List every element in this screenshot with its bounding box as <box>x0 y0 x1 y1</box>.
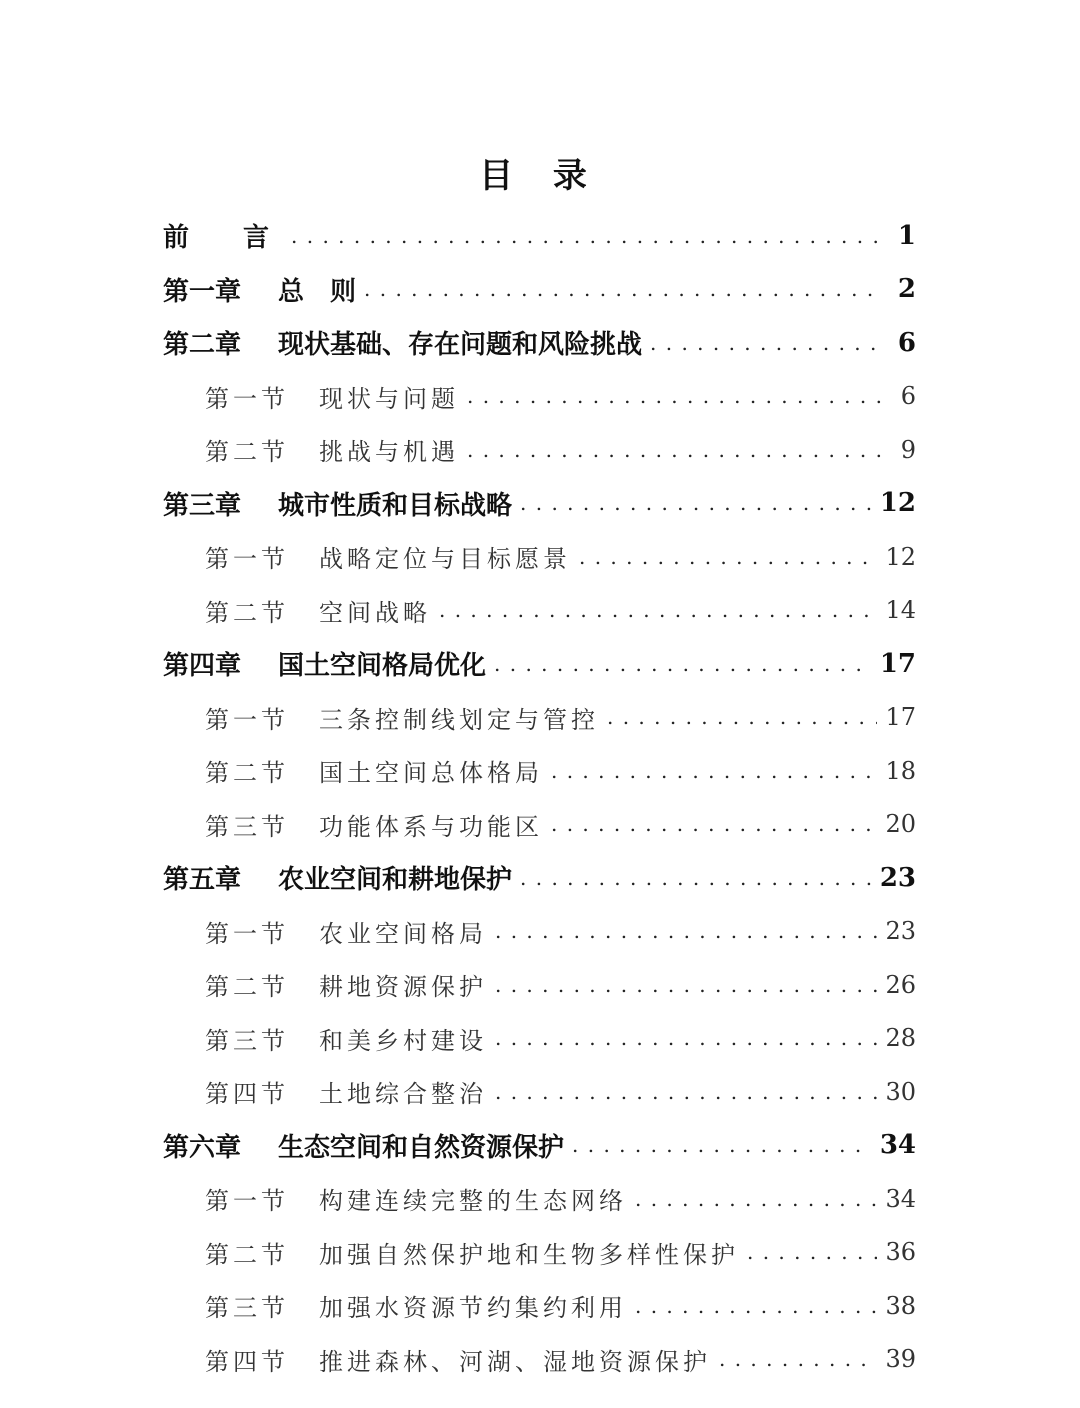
dot-leader <box>467 384 882 408</box>
entry-page-number: 36 <box>885 1238 916 1267</box>
entry-title: 构建连续完整的生态网络 <box>319 1187 627 1216</box>
entry-page-number: 6 <box>897 327 916 358</box>
entry-label: 前 言 <box>163 223 284 254</box>
entry-label: 第四章 <box>163 651 242 682</box>
entry-label: 第二章 <box>163 330 242 361</box>
toc-section-entry[interactable] <box>163 1172 916 1226</box>
entry-title: 功能体系与功能区 <box>319 812 543 841</box>
entry-label: 第二节 <box>205 438 289 467</box>
toc-section-entry[interactable] <box>163 1279 916 1333</box>
entry-label: 第五章 <box>163 865 242 896</box>
entry-page-number: 34 <box>885 1184 916 1213</box>
dot-leader <box>607 705 877 729</box>
entry-page-number: 12 <box>885 542 916 571</box>
toc-chapter-entry[interactable] <box>163 637 916 691</box>
toc-section-entry[interactable] <box>163 1065 916 1119</box>
dot-leader <box>579 545 877 569</box>
entry-title: 农业空间和耕地保护 <box>278 865 513 896</box>
entry-page-number: 28 <box>885 1024 916 1053</box>
dot-leader <box>719 1347 877 1371</box>
entry-page-number: 14 <box>885 596 916 625</box>
toc-chapter-entry[interactable] <box>163 263 916 317</box>
entry-title: 推进森林、河湖、湿地资源保护 <box>319 1347 711 1376</box>
entry-title: 国土空间格局优化 <box>278 651 487 682</box>
dot-leader <box>494 652 872 676</box>
dot-leader <box>635 1294 877 1318</box>
entry-label: 第一节 <box>205 919 289 948</box>
dot-leader <box>572 1133 872 1157</box>
entry-title: 生态空间和自然资源保护 <box>278 1132 565 1163</box>
dot-leader <box>650 331 882 355</box>
toc-section-entry[interactable] <box>163 744 916 798</box>
table-of-contents <box>163 209 916 1386</box>
entry-page-number: 1 <box>897 220 916 251</box>
entry-title: 耕地资源保护 <box>319 973 487 1002</box>
toc-section-entry[interactable] <box>163 1012 916 1066</box>
entry-title: 战略定位与目标愿景 <box>319 545 571 574</box>
entry-page-number: 12 <box>879 488 916 519</box>
toc-section-entry[interactable] <box>163 958 916 1012</box>
toc-chapter-entry[interactable] <box>163 477 916 531</box>
entry-label: 第一节 <box>205 1187 289 1216</box>
entry-label: 第一章 <box>163 276 242 307</box>
entry-page-number: 30 <box>885 1077 916 1106</box>
toc-section-entry[interactable] <box>163 530 916 584</box>
toc-chapter-entry[interactable] <box>163 316 916 370</box>
entry-title: 土地综合整治 <box>319 1080 487 1109</box>
entry-label: 第二节 <box>205 759 289 788</box>
entry-page-number: 26 <box>885 970 916 999</box>
dot-leader <box>364 277 882 301</box>
entry-label: 第六章 <box>163 1132 242 1163</box>
entry-page-number: 23 <box>885 917 916 946</box>
entry-title: 总 则 <box>278 276 357 307</box>
entry-title: 挑战与机遇 <box>319 438 459 467</box>
entry-page-number: 6 <box>900 382 916 411</box>
entry-label: 第四节 <box>205 1080 289 1109</box>
toc-chapter-entry[interactable] <box>163 209 916 263</box>
dot-leader <box>495 919 877 943</box>
entry-title: 现状与问题 <box>319 384 459 413</box>
toc-chapter-entry[interactable] <box>163 851 916 905</box>
entry-page-number: 39 <box>885 1345 916 1374</box>
dot-leader <box>439 598 877 622</box>
entry-title: 加强自然保护地和生物多样性保护 <box>319 1240 739 1269</box>
dot-leader <box>635 1187 877 1211</box>
dot-leader <box>495 973 877 997</box>
entry-label: 第二节 <box>205 973 289 1002</box>
dot-leader <box>291 224 882 248</box>
entry-label: 第一节 <box>205 705 289 734</box>
entry-title: 空间战略 <box>319 598 431 627</box>
toc-section-entry[interactable] <box>163 905 916 959</box>
entry-label: 第四节 <box>205 1347 289 1376</box>
entry-page-number: 20 <box>885 810 916 839</box>
entry-title: 国土空间总体格局 <box>319 759 543 788</box>
dot-leader <box>495 1026 877 1050</box>
entry-title: 城市性质和目标战略 <box>278 490 513 521</box>
entry-label: 第三节 <box>205 812 289 841</box>
entry-page-number: 23 <box>879 862 916 893</box>
entry-title: 和美乡村建设 <box>319 1026 487 1055</box>
toc-section-entry[interactable] <box>163 798 916 852</box>
entry-label: 第一节 <box>205 384 289 413</box>
entry-page-number: 18 <box>885 756 916 785</box>
entry-label: 第三节 <box>205 1294 289 1323</box>
entry-label: 第三节 <box>205 1026 289 1055</box>
entry-title: 农业空间格局 <box>319 919 487 948</box>
toc-section-entry[interactable] <box>163 1226 916 1280</box>
toc-chapter-entry[interactable] <box>163 1119 916 1173</box>
entry-title: 加强水资源节约集约利用 <box>319 1294 627 1323</box>
entry-label: 第三章 <box>163 490 242 521</box>
entry-page-number: 17 <box>885 703 916 732</box>
entry-label: 第二节 <box>205 598 289 627</box>
toc-section-entry[interactable] <box>163 584 916 638</box>
entry-page-number: 17 <box>879 648 916 679</box>
toc-section-entry[interactable] <box>163 423 916 477</box>
page-title: 目 录 <box>479 156 601 196</box>
dot-leader <box>520 491 872 515</box>
entry-title: 现状基础、存在问题和风险挑战 <box>278 330 643 361</box>
entry-page-number: 2 <box>897 274 916 305</box>
toc-section-entry[interactable] <box>163 691 916 745</box>
dot-leader <box>520 866 872 890</box>
entry-page-number: 38 <box>885 1291 916 1320</box>
dot-leader <box>467 438 882 462</box>
entry-page-number: 9 <box>900 435 916 464</box>
dot-leader <box>551 812 877 836</box>
toc-section-entry[interactable] <box>163 1333 916 1387</box>
entry-label: 第一节 <box>205 545 289 574</box>
dot-leader <box>495 1080 877 1104</box>
entry-title: 三条控制线划定与管控 <box>319 705 599 734</box>
dot-leader <box>747 1240 877 1264</box>
entry-label: 第二节 <box>205 1240 289 1269</box>
entry-page-number: 34 <box>879 1130 916 1161</box>
toc-section-entry[interactable] <box>163 370 916 424</box>
dot-leader <box>551 759 877 783</box>
